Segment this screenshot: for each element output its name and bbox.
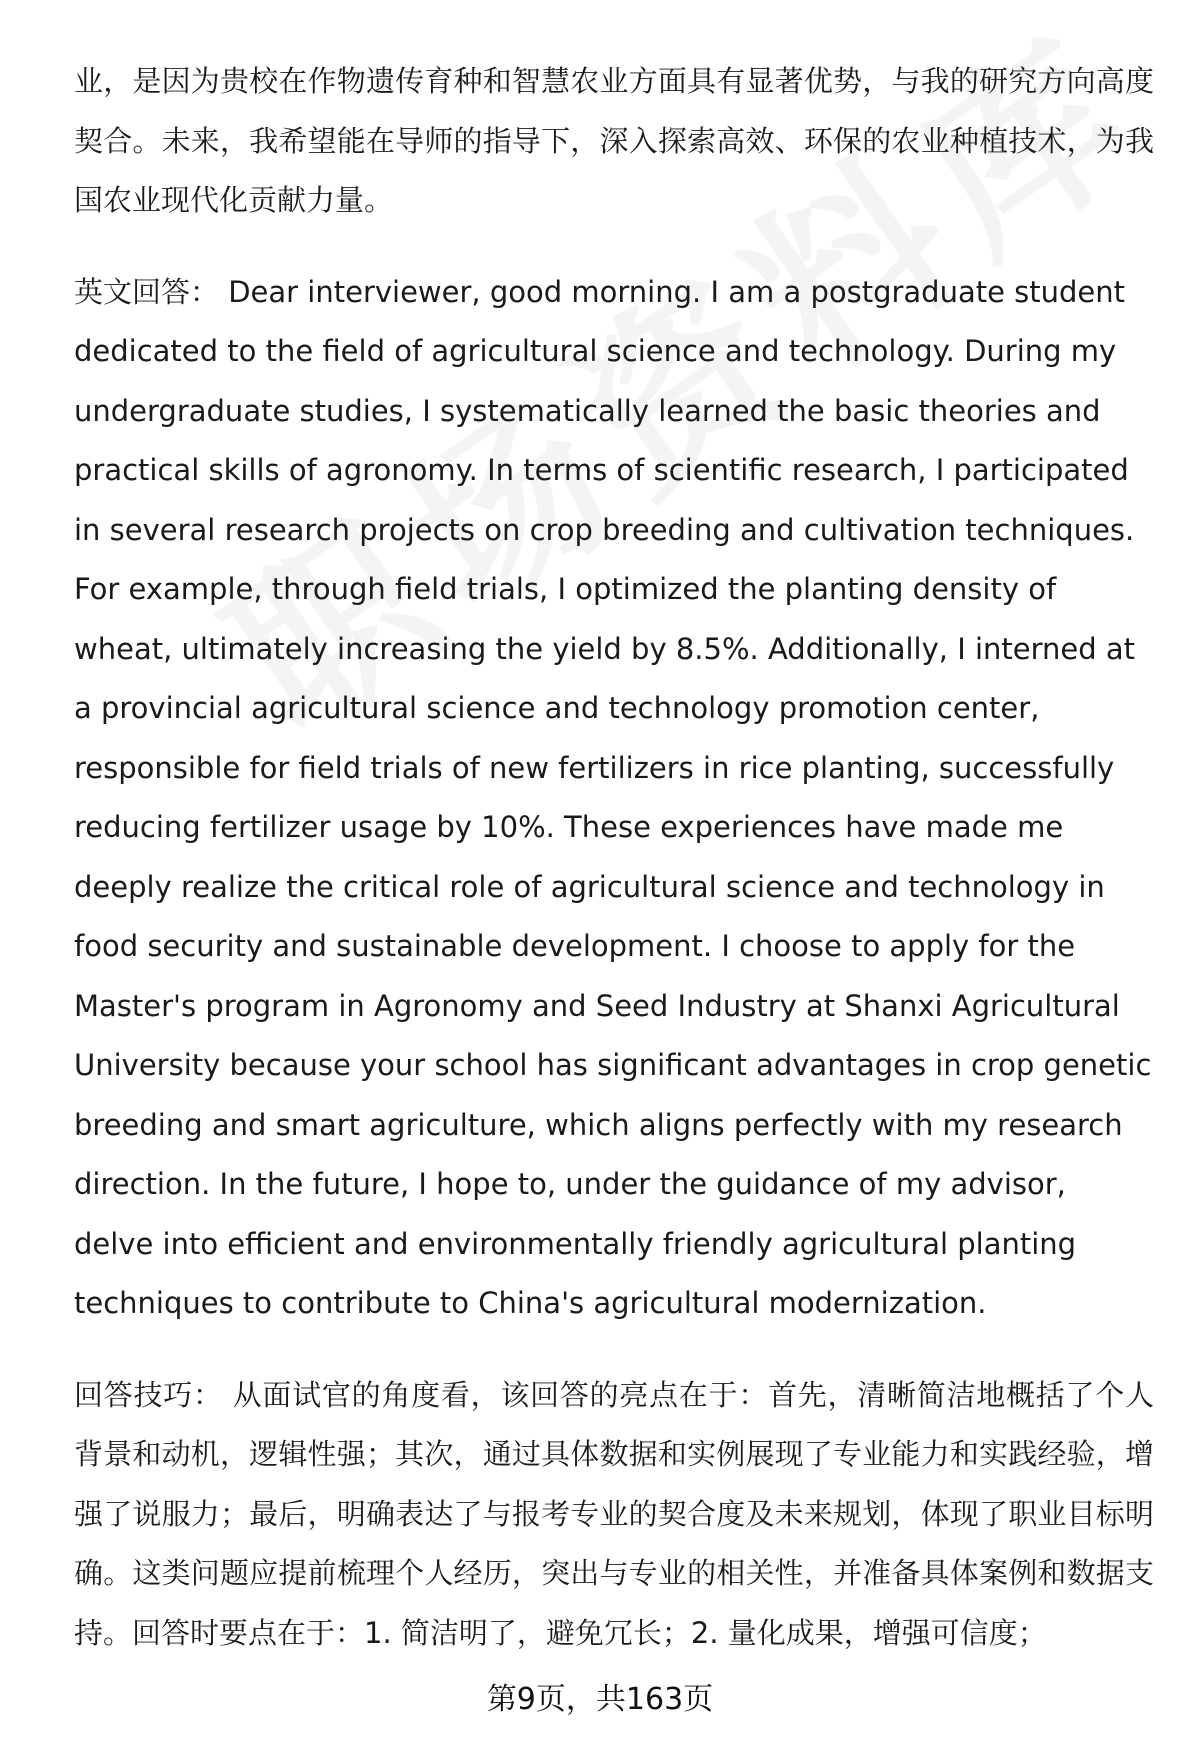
page-number: 第9页，共163页	[486, 1682, 714, 1717]
answer-tips-paragraph: 回答技巧： 从面试官的角度看，该回答的亮点在于：首先，清晰简洁地概括了个人背景和动机，逻辑性强；其次，通过具体数据和实例展现了专业能力和实践经验，增强了说服力；最后，明确表达了与报考专业的契合度及未来规划，体现了职业目标明确。这类问题应提前梳理个人经历，突出与专业的相关性，并准备具体案例和数据支持。回答时要点在于：1. 简洁明了，避免冗长；2. 量化成果，增强可信度；	[74, 1377, 1154, 1650]
chinese-answer-paragraph: 业，是因为贵校在作物遗传育种和智慧农业方面具有显著优势，与我的研究方向高度契合。未来，我希望能在导师的指导下，深入探索高效、环保的农业种植技术，为我国农业现代化贡献力量。	[74, 64, 1154, 217]
document-body	[74, 52, 1154, 1663]
english-answer-paragraph: 英文回答： Dear interviewer, good morning. I am a postgraduate student dedicated to the field of agricultural science and technology. During my undergraduate studies, I systematically learned the basic theories and practical skills of agronomy. In terms of scientific research, I participated in several research projects on crop breeding and cultivation techniques. For example, through field trials, I optimized the planting density of wheat, ultimately increasing the yield by 8.5%. Additionally, I interned at a provincial agricultural science and technology promotion center, responsible for field trials of new fertilizers in rice planting, successfully reducing fertilizer usage by 10%. These experiences have made me deeply realize the critical role of agricultural science and technology in food security and sustainable development. I choose to apply for the Master's program in Agronomy and Seed Industry at Shanxi Agricultural University because your school has significant advantages in crop genetic breeding and smart agriculture, which aligns perfectly with my research direction. In the future, I hope to, under the guidance of my advisor, delve into efficient and environmentally friendly agricultural planting techniques to contribute to China's agricultural modernization.	[74, 274, 1152, 1320]
